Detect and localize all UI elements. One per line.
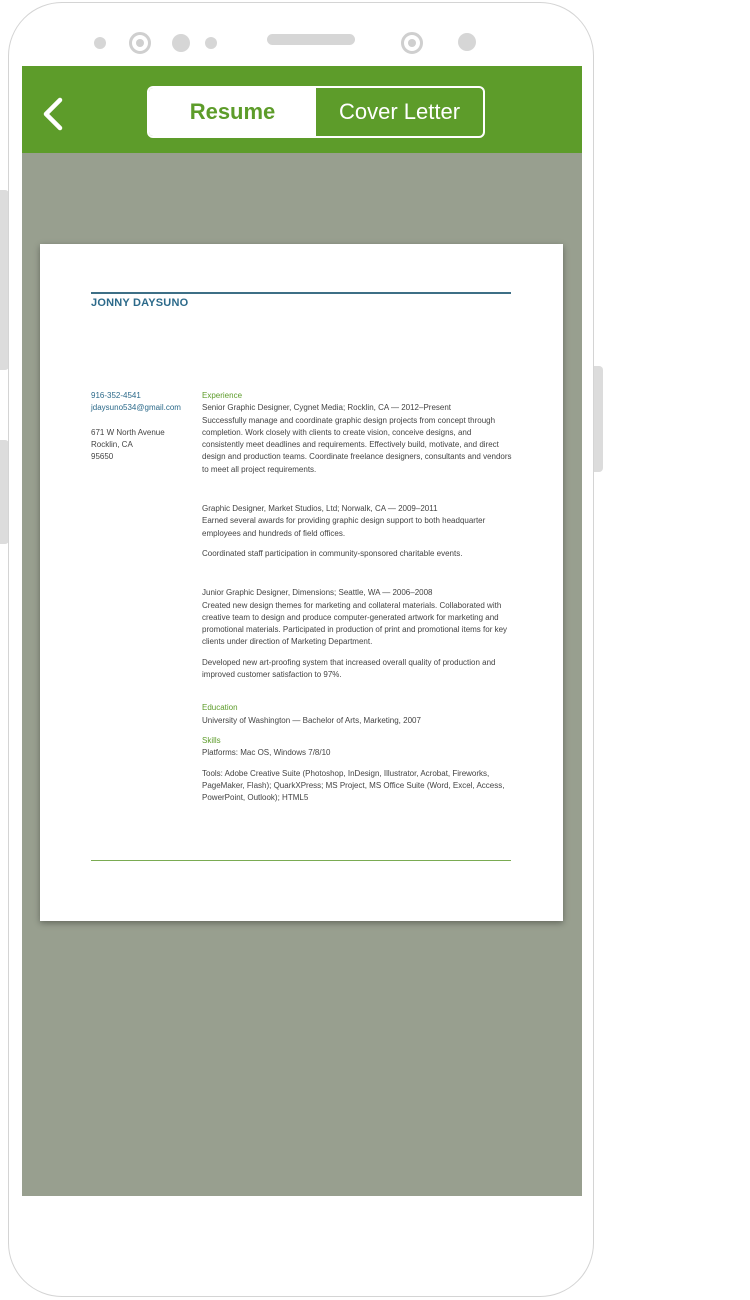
skills-platforms: Platforms: Mac OS, Windows 7/8/10 bbox=[202, 748, 331, 758]
app-screen bbox=[22, 66, 582, 1196]
resume-preview-page[interactable] bbox=[40, 244, 563, 921]
job-description: Successfully manage and coordinate graphic design projects from concept through completion. Work closely with clients to create vision, conceive designs, and consistently meet deadlines and requirements. Effectively build, motivate, and direct design and production teams. Coordinate freelance designers, consultants and vendors to meet all project requirements. bbox=[202, 415, 512, 474]
job-description: Coordinated staff participation in community-sponsored charitable events. bbox=[202, 548, 463, 558]
resume-name: JONNY DAYSUNO bbox=[91, 297, 189, 309]
chevron-left-icon bbox=[36, 96, 72, 132]
city-state: Rocklin, CA bbox=[91, 439, 133, 449]
skills-tools: Tools: Adobe Creative Suite (Photoshop, InDesign, Illustrator, Acrobat, Fireworks, PageMaker, Flash); QuarkXPress; MS Project, MS Office Suite (Word, Excel, Access, PowerPoint, Outlook); HTML5 bbox=[202, 768, 505, 803]
sensor-dot bbox=[458, 33, 476, 51]
email-address: jdaysuno534@gmail.com bbox=[91, 403, 181, 413]
footer-divider bbox=[91, 860, 511, 861]
power-side-button bbox=[593, 366, 603, 472]
job-description: Developed new art-proofing system that increased overall quality of production and improved customer satisfaction to 97%. bbox=[202, 657, 496, 680]
back-button[interactable] bbox=[36, 96, 72, 132]
job-description: Earned several awards for providing graphic design support to both headquarter employees and hundreds of field offices. bbox=[202, 516, 486, 538]
sensor-dot bbox=[205, 37, 217, 49]
zip-code: 95650 bbox=[91, 452, 114, 462]
education-heading: Education bbox=[202, 703, 238, 713]
sensor-dot bbox=[172, 34, 190, 52]
tab-resume[interactable]: Resume bbox=[149, 88, 316, 136]
header-divider bbox=[91, 292, 511, 294]
resume-body bbox=[202, 390, 512, 804]
job-title: Senior Graphic Designer, Cygnet Media; Rocklin, CA — 2012–Present bbox=[202, 403, 452, 413]
earpiece-speaker bbox=[267, 34, 355, 45]
phone-number: 916-352-4541 bbox=[91, 391, 141, 400]
document-type-toggle bbox=[147, 86, 485, 138]
education-entry: University of Washington — Bachelor of Arts, Marketing, 2007 bbox=[202, 715, 421, 725]
job-description: Created new design themes for marketing and collateral materials. Collaborated with creative team to design and produce computer-generated artwork for marketing and promotional materials. Participated in production of print and promotional items for key clients under direction of Marketing Department. bbox=[202, 600, 508, 647]
skills-heading: Skills bbox=[202, 735, 221, 745]
phone-frame bbox=[8, 2, 594, 1297]
contact-block bbox=[91, 390, 201, 463]
front-camera bbox=[129, 32, 151, 54]
experience-heading: Experience bbox=[202, 391, 243, 400]
tab-cover-letter[interactable]: Cover Letter bbox=[338, 99, 461, 124]
street-address: 671 W North Avenue bbox=[91, 427, 165, 437]
job-title: Junior Graphic Designer, Dimensions; Seattle, WA — 2006–2008 bbox=[202, 588, 433, 598]
job-title: Graphic Designer, Market Studios, Ltd; Norwalk, CA — 2009–2011 bbox=[202, 504, 438, 514]
top-app-bar bbox=[22, 66, 582, 153]
sensor-dot bbox=[94, 37, 106, 49]
front-camera-2 bbox=[401, 32, 423, 54]
